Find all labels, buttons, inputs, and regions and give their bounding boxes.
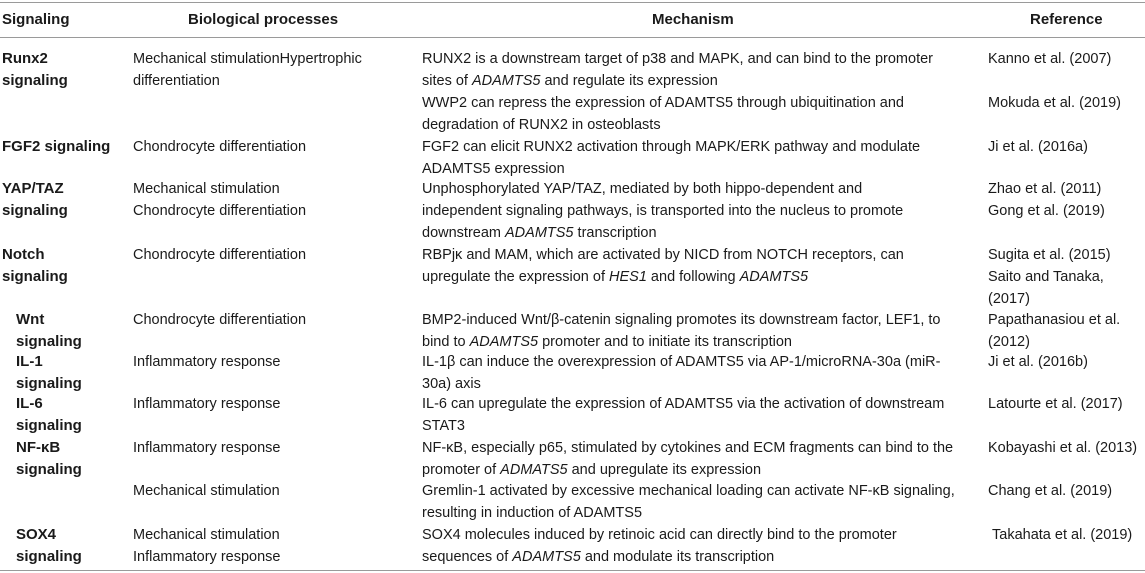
mechanism-text-segment: FGF2 can elicit RUNX2 activation through MAPK/ERK pathway and modulate: [422, 139, 921, 155]
signaling-name: signaling: [2, 268, 68, 285]
table-top-rule: [0, 2, 1145, 3]
mechanism-text-segment: and upregulate its expression: [567, 462, 762, 478]
mechanism-text-segment: ADAMTS5 expression: [422, 161, 565, 177]
mechanism-text-segment: promoter and to initiate its transcription: [538, 334, 792, 350]
biological-process: Chondrocyte differentiation: [133, 312, 307, 328]
biological-process: Inflammatory response: [133, 440, 281, 456]
signaling-name: signaling: [16, 548, 82, 565]
gene-name-italic: ADAMTS5: [512, 549, 581, 565]
mechanism-text: [422, 48, 933, 70]
mechanism-text-segment: independent signaling pathways, is transported into the nucleus to promote: [422, 203, 904, 219]
biological-process: Mechanical stimulation: [133, 527, 280, 543]
mechanism-text: [422, 222, 657, 244]
mechanism-text: [422, 331, 792, 353]
reference-citation: Kanno et al. (2007): [988, 51, 1112, 67]
mechanism-text: [422, 393, 944, 415]
signaling-name: Runx2: [2, 50, 48, 67]
signaling-name: IL-1: [16, 353, 43, 370]
mechanism-text-segment: degradation of RUNX2 in osteoblasts: [422, 117, 661, 133]
mechanism-text: [422, 70, 718, 92]
header-bottom-rule: [0, 37, 1145, 38]
mechanism-text: [422, 266, 808, 288]
biological-process: Mechanical stimulation: [133, 483, 280, 499]
mechanism-text: [422, 480, 955, 502]
header-reference: Reference: [1030, 11, 1103, 28]
signaling-name: signaling: [16, 417, 82, 434]
mechanism-text-segment: sites of: [422, 73, 472, 89]
gene-name-italic: ADMATS5: [500, 462, 568, 478]
mechanism-text-segment: BMP2-induced Wnt/β-catenin signaling promotes its downstream factor, LEF1, to: [422, 312, 941, 328]
mechanism-text-segment: WWP2 can repress the expression of ADAMTS5 through ubiquitination and: [422, 95, 904, 111]
biological-process: Chondrocyte differentiation: [133, 203, 307, 219]
mechanism-text-segment: Gremlin-1 activated by excessive mechanical loading can activate NF-κB signaling,: [422, 483, 955, 499]
reference-citation: Latourte et al. (2017): [988, 396, 1123, 412]
mechanism-text: [422, 415, 465, 437]
mechanism-text-segment: bind to: [422, 334, 470, 350]
mechanism-text: [422, 437, 953, 459]
reference-citation: (2012): [988, 334, 1030, 350]
mechanism-text-segment: STAT3: [422, 418, 465, 434]
signaling-name: Wnt: [16, 311, 45, 328]
signaling-name: SOX4: [16, 526, 57, 543]
gene-name-italic: ADAMTS5: [505, 225, 574, 241]
mechanism-text-segment: upregulate the expression of: [422, 269, 610, 285]
mechanism-text: [422, 136, 920, 158]
biological-process: Inflammatory response: [133, 396, 281, 412]
mechanism-text-segment: resulting in induction of ADAMTS5: [422, 505, 643, 521]
signaling-name: NF-κB: [16, 439, 61, 456]
mechanism-text: [422, 351, 940, 373]
mechanism-text-segment: downstream: [422, 225, 506, 241]
mechanism-text: [422, 178, 862, 200]
mechanism-text-segment: NF-κB, especially p65, stimulated by cytokines and ECM fragments can bind to the: [422, 440, 954, 456]
reference-citation: Ji et al. (2016a): [988, 139, 1088, 155]
mechanism-text-segment: 30a) axis: [422, 376, 481, 392]
mechanism-text-segment: promoter of: [422, 462, 501, 478]
reference-citation: Takahata et al. (2019): [992, 527, 1133, 543]
mechanism-text-segment: sequences of: [422, 549, 513, 565]
biological-process: differentiation: [133, 73, 220, 89]
signaling-name: Notch: [2, 246, 45, 263]
mechanism-text: [422, 158, 565, 180]
biological-process: Chondrocyte differentiation: [133, 247, 307, 263]
mechanism-text: [422, 546, 774, 568]
signaling-name: signaling: [16, 461, 82, 478]
header-mechanism: Mechanism: [652, 11, 734, 28]
biological-process: Mechanical stimulationHypertrophic: [133, 51, 362, 67]
mechanism-text: [422, 244, 904, 266]
biological-process: Mechanical stimulation: [133, 181, 280, 197]
mechanism-text-segment: and following: [646, 269, 740, 285]
reference-citation: Gong et al. (2019): [988, 203, 1105, 219]
mechanism-text-segment: SOX4 molecules induced by retinoic acid can directly bind to the promoter: [422, 527, 897, 543]
header-biological-processes: Biological processes: [188, 11, 339, 28]
signaling-name: signaling: [2, 202, 68, 219]
mechanism-text: [422, 459, 761, 481]
mechanism-text: [422, 114, 661, 136]
gene-name-italic: ADAMTS5: [469, 334, 539, 350]
mechanism-text-segment: IL-1β can induce the overexpression of ADAMTS5 via AP-1/microRNA-30a (miR-: [422, 354, 941, 370]
reference-citation: Saito and Tanaka,: [988, 269, 1104, 285]
reference-citation: Ji et al. (2016b): [988, 354, 1088, 370]
signaling-name: IL-6: [16, 395, 43, 412]
reference-citation: Chang et al. (2019): [988, 483, 1113, 499]
gene-name-italic: HES1: [609, 269, 647, 285]
biological-process: Inflammatory response: [133, 354, 281, 370]
mechanism-text: [422, 524, 897, 546]
reference-citation: Papathanasiou et al.: [988, 312, 1121, 328]
biological-process: Chondrocyte differentiation: [133, 139, 307, 155]
mechanism-text: [422, 200, 903, 222]
reference-citation: (2017): [988, 291, 1030, 307]
reference-citation: Zhao et al. (2011): [988, 181, 1102, 197]
mechanism-text-segment: RBPjκ and MAM, which are activated by NICD from NOTCH receptors, can: [422, 247, 904, 263]
signaling-name: signaling: [2, 72, 68, 89]
mechanism-text: [422, 92, 904, 114]
mechanism-text-segment: and regulate its expression: [540, 73, 718, 89]
signaling-name: FGF2 signaling: [2, 138, 111, 155]
mechanism-text-segment: IL-6 can upregulate the expression of ADAMTS5 via the activation of downstream: [422, 396, 945, 412]
table-bottom-rule: [0, 570, 1145, 571]
biological-process: Inflammatory response: [133, 549, 281, 565]
reference-citation: Kobayashi et al. (2013): [988, 440, 1138, 456]
mechanism-text-segment: RUNX2 is a downstream target of p38 and MAPK, and can bind to the promoter: [422, 51, 933, 67]
reference-citation: Mokuda et al. (2019): [988, 95, 1121, 111]
mechanism-text: [422, 373, 481, 395]
signaling-name: YAP/TAZ: [2, 180, 64, 197]
mechanism-text: [422, 309, 941, 331]
gene-name-italic: ADAMTS5: [471, 73, 541, 89]
mechanism-text: [422, 502, 642, 524]
signaling-name: signaling: [16, 333, 82, 350]
mechanism-text-segment: Unphosphorylated YAP/TAZ, mediated by both hippo-dependent and: [422, 181, 863, 197]
gene-name-italic: ADAMTS5: [739, 269, 809, 285]
signaling-name: signaling: [16, 375, 82, 392]
header-signaling: Signaling: [2, 11, 70, 28]
reference-citation: Sugita et al. (2015): [988, 247, 1111, 263]
mechanism-text-segment: transcription: [573, 225, 657, 241]
mechanism-text-segment: and modulate its transcription: [580, 549, 775, 565]
